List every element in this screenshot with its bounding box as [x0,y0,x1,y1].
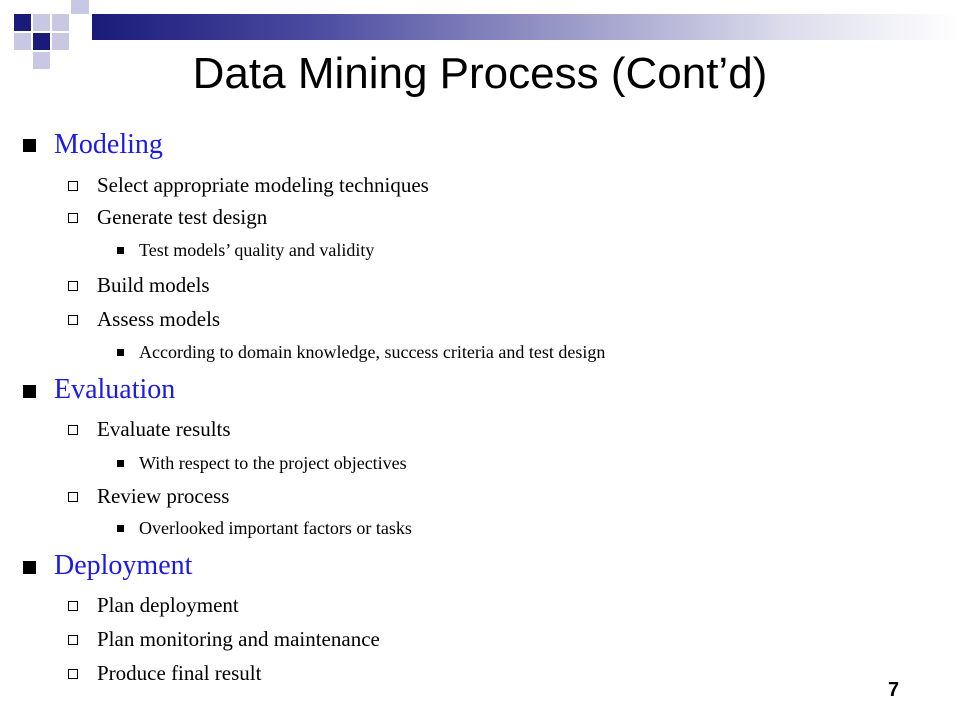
level2-bullet [68,281,78,291]
list-item: Plan monitoring and maintenance [97,627,380,651]
sub-list-item: According to domain knowledge, success criteria and test design [139,342,606,362]
level3-bullet [117,349,124,356]
list-item: Assess models [97,307,221,331]
section-heading-deployment: Deployment [54,550,193,581]
list-item: Build models [97,273,210,297]
level2-bullet [68,669,78,679]
sub-list-item: Overlooked important factors or tasks [139,518,412,538]
list-item: Review process [97,484,230,508]
list-item: Plan deployment [97,593,239,617]
level2-bullet [68,635,78,645]
sub-list-item: With respect to the project objectives [139,453,407,473]
level2-bullet [68,181,78,191]
level2-bullet [68,425,78,435]
level2-bullet [68,492,78,502]
level1-bullet [23,139,36,152]
slide-title: Data Mining Process (Cont’d) [192,49,768,98]
level3-bullet [117,525,124,532]
level3-bullet [117,247,124,254]
level2-bullet [68,601,78,611]
level2-bullet [68,315,78,325]
section-heading-modeling: Modeling [54,129,163,160]
list-item: Generate test design [97,205,268,229]
section-heading-evaluation: Evaluation [54,374,176,405]
level2-bullet [68,213,78,223]
list-item: Evaluate results [97,417,231,441]
page-number: 7 [888,679,900,701]
level1-bullet [23,561,36,574]
sub-list-item: Test models’ quality and validity [139,240,375,260]
level3-bullet [117,460,124,467]
level1-bullet [23,385,36,398]
list-item: Select appropriate modeling techniques [97,173,429,197]
list-item: Produce final result [97,661,262,685]
